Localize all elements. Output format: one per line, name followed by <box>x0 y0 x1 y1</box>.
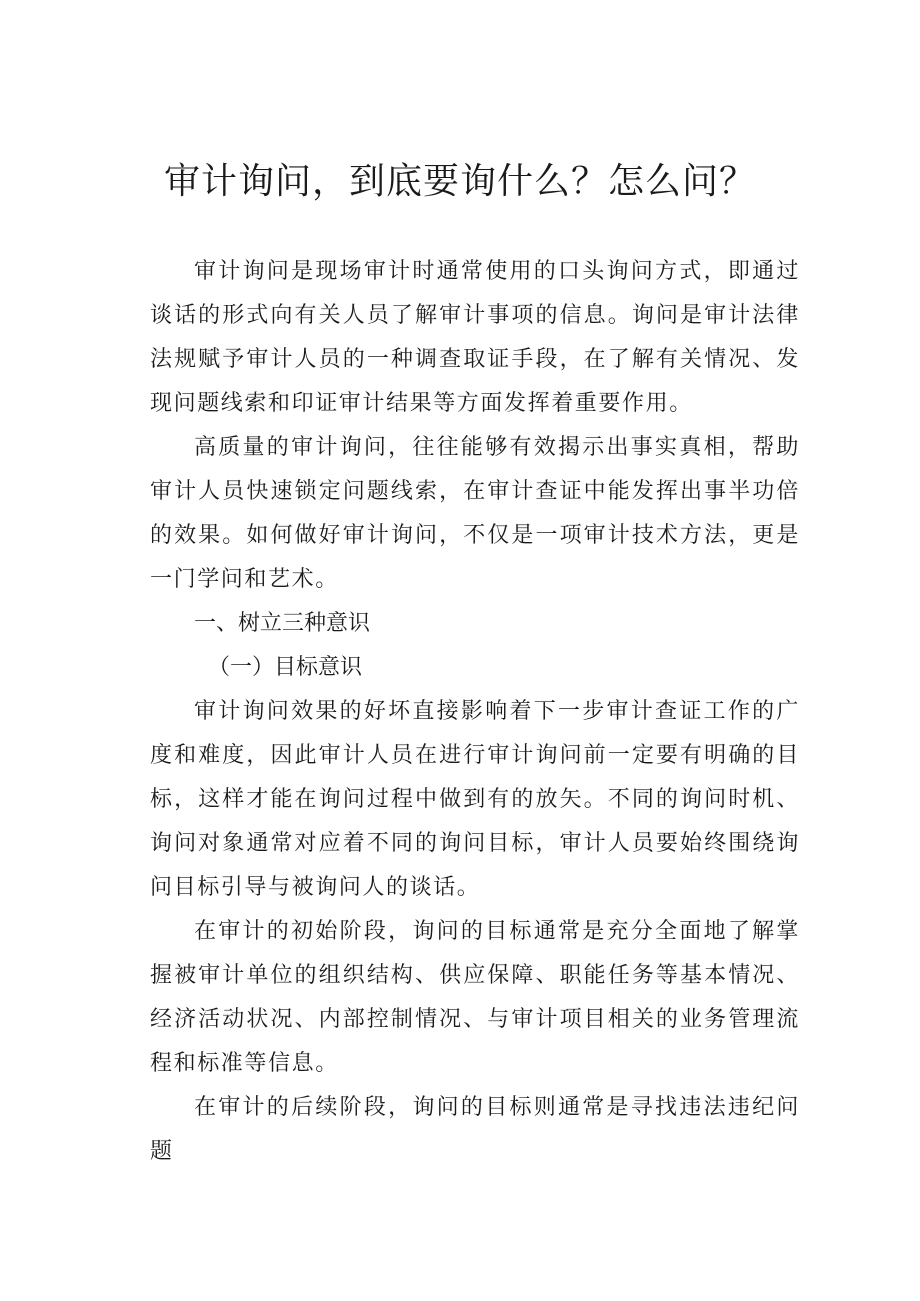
body-paragraph-3: 在审计的后续阶段，询问的目标则通常是寻找违法违纪问题 <box>150 1095 800 1164</box>
body-paragraph-1: 审计询问效果的好坏直接影响着下一步审计查证工作的广度和难度，因此审计人员在进行审计询问前一定要有明确的目标，这样才能在询问过程中做到有的放矢。不同的询问时机、询问对象通常对应着不同的询问目标，审计人员要始终围绕询问目标引导与被询问人的谈话。 <box>150 699 800 900</box>
subsection-heading: （一）目标意识 <box>208 655 363 680</box>
intro-paragraph-1: 审计询问是现场审计时通常使用的口头询问方式，即通过谈话的形式向有关人员了解审计事项的信息。询问是审计法律法规赋予审计人员的一种调查取证手段，在了解有关情况、发现问题线索和印证审计结果等方面发挥着重要作用。 <box>150 259 800 416</box>
body-paragraph-2: 在审计的初始阶段，询问的目标通常是充分全面地了解掌握被审计单位的组织结构、供应保障、职能任务等基本情况、经济活动状况、内部控制情况、与审计项目相关的业务管理流程和标准等信息。 <box>150 919 800 1076</box>
document-body <box>150 250 800 1174</box>
intro-paragraph-2: 高质量的审计询问，往往能够有效揭示出事实真相，帮助审计人员快速锁定问题线索，在审计查证中能发挥出事半功倍的效果。如何做好审计询问，不仅是一项审计技术方法，更是一门学问和艺术。 <box>150 435 800 592</box>
document-title: 审计询问，到底要询什么？怎么问？ <box>163 161 756 202</box>
section-heading: 一、树立三种意识 <box>194 611 371 636</box>
